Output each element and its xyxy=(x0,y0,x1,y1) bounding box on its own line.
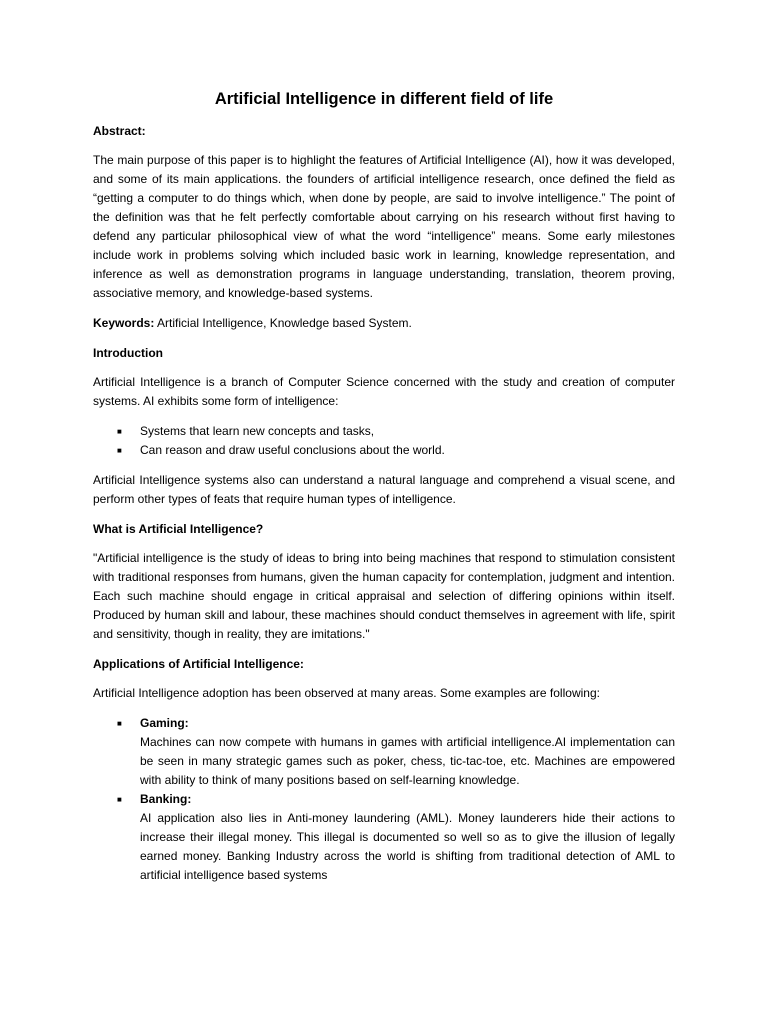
application-text-banking: AI application also lies in Anti-money laundering (AML). Money launderers hide their actions to increase their illegal money. This illegal is documented so well so as to give the illusion of legally earned money. Banking Industry across the world is shifting from traditional detection of AML to artificial intelligence based systems xyxy=(140,811,675,882)
list-item xyxy=(93,714,675,790)
list-item xyxy=(93,422,675,441)
introduction-paragraph-2: Artificial Intelligence systems also can understand a natural language and comprehend a visual scene, and perform other types of feats that require human types of intelligence. xyxy=(93,473,675,506)
what-is-ai-paragraph: "Artificial intelligence is the study of ideas to bring into being machines that respond to stimulation consistent with traditional responses from humans, given the human capacity for contemplation, judgment and intention. Each such machine should engage in critical appraisal and selection of differing opinions within itself. Produced by human skill and labour, these machines should conduct themselves in agreement with life, spirit and sensitivity, though in reality, they are imitations." xyxy=(93,551,675,641)
keywords-label: Keywords: xyxy=(93,316,155,330)
document-title: Artificial Intelligence in different field of life xyxy=(214,90,554,108)
keywords-text: Artificial Intelligence, Knowledge based System. xyxy=(154,316,412,330)
list-item-text: Systems that learn new concepts and tasks, xyxy=(140,424,375,438)
square-bullet-icon: ■ xyxy=(117,719,122,728)
square-bullet-icon: ■ xyxy=(117,427,122,436)
keywords-line xyxy=(93,314,675,333)
list-item xyxy=(93,441,675,460)
abstract-paragraph: The main purpose of this paper is to highlight the features of Artificial Intelligence (AI), how it was developed, and some of its main applications. the founders of artificial intelligence research, once defined the field as “getting a computer to do things which, when done by people, are said to involve intelligence.” The point of the definition was that he felt perfectly comfortable about carrying on his research without first having to defend any particular philosophical view of what the word “intelligence” means. Some early milestones include work in problems solving which included basic work in learning, knowledge representation, and inference as well as demonstration programs in language understanding, translation, theorem proving, associative memory, and knowledge-based systems. xyxy=(93,153,675,300)
abstract-heading: Abstract: xyxy=(93,124,146,138)
applications-heading: Applications of Artificial Intelligence: xyxy=(93,657,304,671)
what-is-ai-heading: What is Artificial Intelligence? xyxy=(93,522,264,536)
application-title-banking: Banking: xyxy=(140,792,192,806)
application-title-gaming: Gaming: xyxy=(140,716,189,730)
applications-intro: Artificial Intelligence adoption has been observed at many areas. Some examples are following: xyxy=(93,686,600,700)
document-page xyxy=(93,88,675,896)
introduction-paragraph: Artificial Intelligence is a branch of Computer Science concerned with the study and creation of computer systems. AI exhibits some form of intelligence: xyxy=(93,375,675,408)
square-bullet-icon: ■ xyxy=(117,795,122,804)
applications-list xyxy=(93,714,675,885)
application-text-gaming: Machines can now compete with humans in games with artificial intelligence.AI implementation can be seen in many strategic games such as poker, chess, tic-tac-toe, etc. Machines are empowered with ability to think of many positions based on self-learning knowledge. xyxy=(140,735,675,787)
square-bullet-icon: ■ xyxy=(117,446,122,455)
list-item xyxy=(93,790,675,885)
list-item-text: Can reason and draw useful conclusions about the world. xyxy=(140,443,445,457)
introduction-bullet-list xyxy=(93,422,675,460)
introduction-heading: Introduction xyxy=(93,346,163,360)
